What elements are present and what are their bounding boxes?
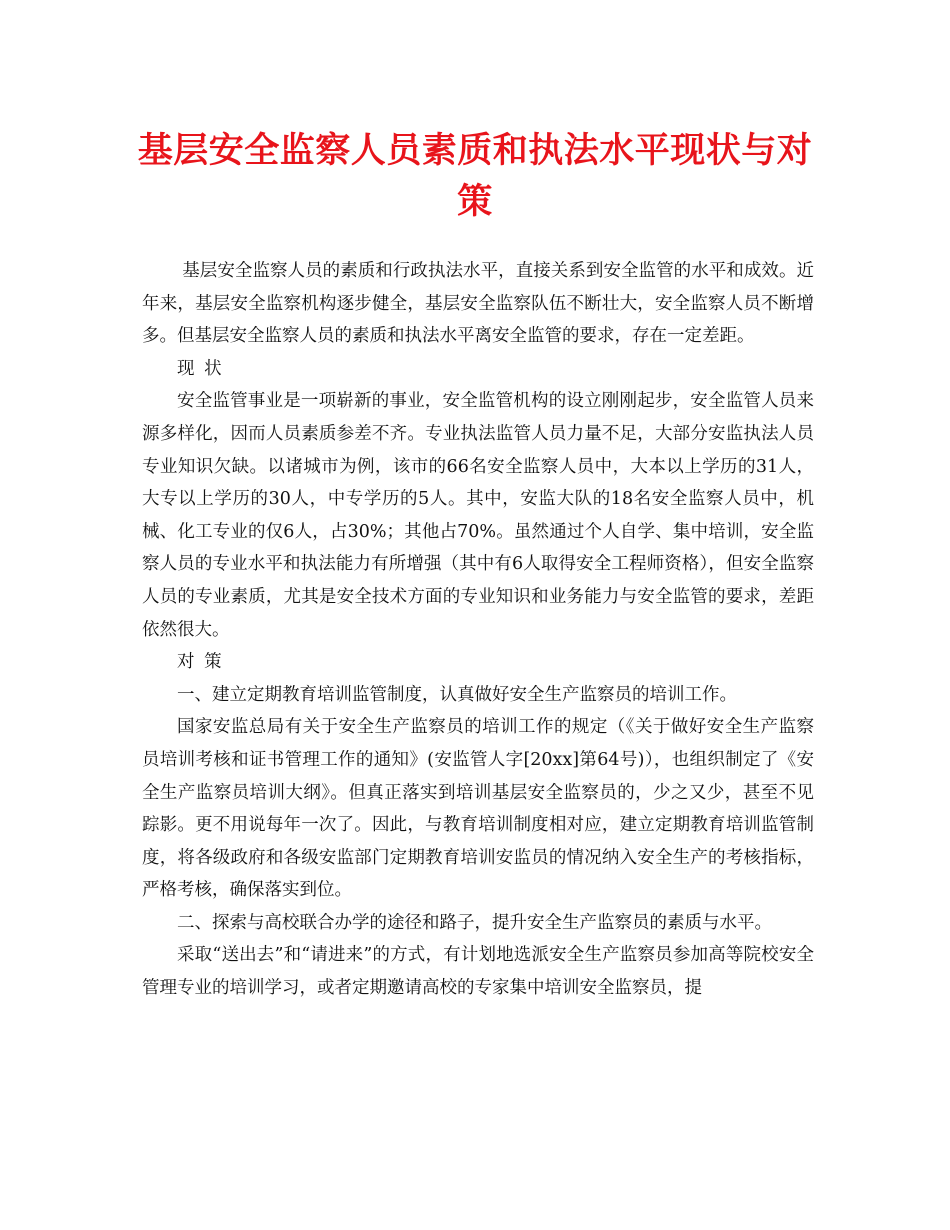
measures-heading-text: 对策	[177, 652, 232, 673]
measure-1-title: 一、建立定期教育培训监管制度，认真做好安全生产监察员的培训工作。	[177, 684, 737, 705]
status-paragraph: 安全监管事业是一项崭新的事业，安全监管机构的设立刚刚起步，安全监管人员来源多样化，因而人员素质参差不齐。专业执法监管人员力量不足，大部分安监执法人员专业知识欠缺。以诸城市为例，该市的66名安全监察人员中，大本以上学历的31人，大专以上学历的30人，中专学历的5人。其中，安监大队的18名安全监察人员中，机械、化工专业的仅6人，占30%；其他占70%。虽然通过个人自学、集中培训，安全监察人员的专业水平和执法能力有所增强（其中有6人取得安全工程师资格），但安全监察人员的专业素质，尤其是安全技术方面的专业知识和业务能力与安全监管的要求，差距依然很大。	[142, 391, 814, 640]
document-body	[142, 255, 814, 1005]
section-heading-status	[142, 353, 814, 386]
status-heading-text: 现状	[177, 358, 232, 379]
section-heading-measures	[142, 646, 814, 679]
intro-paragraph: 基层安全监察人员的素质和行政执法水平，直接关系到安全监管的水平和成效。近年来，基层安全监察机构逐步健全，基层安全监察队伍不断壮大，安全监察人员不断增多。但基层安全监察人员的素质和执法水平离安全监管的要求，存在一定差距。	[142, 261, 814, 347]
measure-1-paragraph: 国家安监总局有关于安全生产监察员的培训工作的规定（《关于做好安全生产监察员培训考核和证书管理工作的通知》(安监管人字[20xx]第64号)），也组织制定了《安全生产监察员培训大纲》。但真正落实到培训基层安全监察员的，少之又少，甚至不见踪影。更不用说每年一次了。因此，与教育培训制度相对应，建立定期教育培训监管制度，将各级政府和各级安监部门定期教育培训安监员的情况纳入安全生产的考核指标，严格考核，确保落实到位。	[142, 717, 814, 901]
measure-2-title: 二、探索与高校联合办学的途径和路子，提升安全生产监察员的素质与水平。	[177, 912, 772, 933]
measure-2-paragraph: 采取“送出去”和“请进来”的方式，有计划地选派安全生产监察员参加高等院校安全管理专业的培训学习，或者定期邀请高校的专家集中培训安全监察员，提	[142, 945, 814, 999]
document-title: 基层安全监察人员素质和执法水平现状与对策	[137, 130, 813, 222]
